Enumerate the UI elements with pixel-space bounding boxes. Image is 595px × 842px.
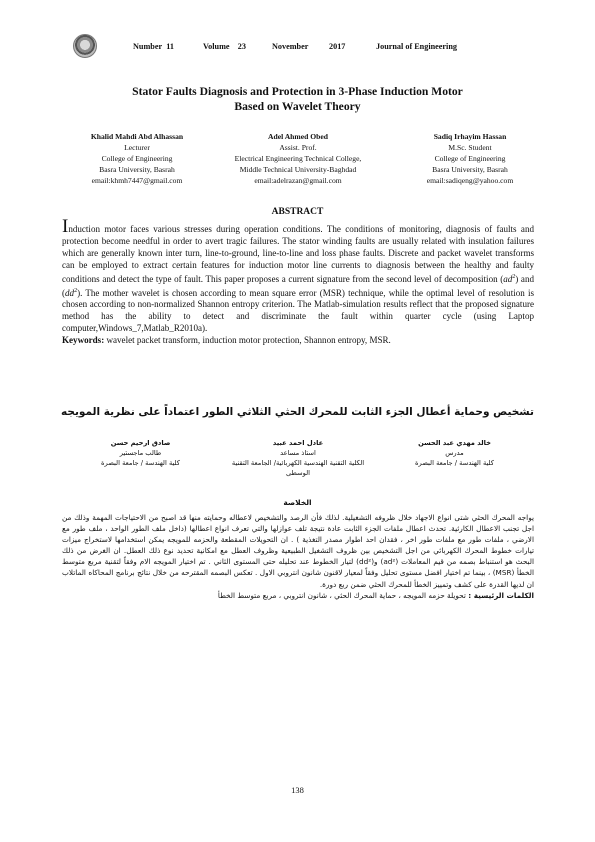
author-dept: College of Engineering [434, 154, 506, 163]
arabic-title: تشخيص وحماية أعطال الجزء الثابت للمحرك الحثي الثلاثي الطور اعتماداً على نظرية المويجه [61, 406, 534, 418]
author-2 [210, 131, 386, 186]
arabic-keywords [62, 590, 534, 601]
keywords-label: Keywords: [62, 335, 105, 346]
arabic-author-line-1: مدرس [445, 449, 464, 457]
header-volume [203, 42, 246, 51]
author-univ: Basra University, Basrah [432, 165, 508, 174]
author-dept: Electrical Engineering Technical College, [234, 154, 362, 163]
arabic-author-line-2: كلية الهندسة / جامعة البصرة [101, 459, 180, 467]
abstract-heading: ABSTRACT [271, 207, 324, 217]
abstract-ad-superscript: 2 [512, 273, 516, 280]
arabic-keywords-text: تحويلة حزمه المويجه ، حماية المحرك الحثي ، شانون انتروبي ، مربع متوسط الخطأ [217, 590, 466, 600]
header-year: 2017 [329, 42, 346, 51]
keywords-text: wavelet packet transform, induction motor protection, Shannon entropy, MSR. [106, 335, 391, 346]
author-univ: Middle Technical University-Baghdad [239, 165, 357, 174]
arabic-abstract-body [62, 512, 534, 601]
author-position: Lecturer [124, 143, 150, 152]
header-number-value: 11 [166, 42, 174, 51]
author-name: Adel Ahmed Obed [268, 132, 328, 141]
keywords [62, 335, 534, 347]
header-volume-value: 23 [237, 42, 246, 51]
arabic-author-line-3: الوسطى [285, 469, 310, 477]
author-position: M.Sc. Student [448, 143, 492, 152]
header-month: November [272, 42, 309, 51]
author-email: email:adelrazan@gmail.com [254, 176, 342, 185]
arabic-author-2 [213, 438, 383, 478]
arabic-author-line-1: استاذ مساعد [280, 449, 316, 457]
page-number: 138 [291, 785, 304, 795]
author-email: email:sadiqeng@yahoo.com [426, 176, 514, 185]
arabic-author-3 [58, 438, 223, 468]
arabic-keywords-label: الكلمات الرئيسية : [468, 590, 534, 600]
abstract-dropcap: I [62, 216, 69, 237]
abstract-dd-superscript: 2 [74, 287, 78, 294]
arabic-author-1 [372, 438, 537, 468]
author-name: Sadiq Irhayim Hassan [433, 132, 507, 141]
author-univ: Basra University, Basrah [99, 165, 175, 174]
abstract-text [62, 216, 534, 335]
header-number [133, 42, 174, 51]
author-1 [52, 131, 222, 186]
arabic-author-name: صادق ارحيم حسن [110, 439, 171, 447]
author-dept: College of Engineering [101, 154, 173, 163]
abstract-body [62, 216, 534, 347]
arabic-abstract-heading: الخلاصة [283, 498, 312, 507]
abstract-part-1: nduction motor faces various stresses during operation conditions. The conditions of monitoring, diagnosis of faults and protection become needful in order to avert tragic failures. The stator winding faults are usually related with insulation failures which are generally known inter turn, line-to-ground, line-to-line and loss phase faults. Discrete and packet wavelet transforms can be employed to extract certain features for induction motor line currents to diagnosis between the healthy and faulty conditions and detect the type of fault. This paper proposes a current signature from the second level of decomposition ( [62, 224, 534, 284]
abstract-and: ) and ( [62, 273, 534, 298]
title-line-1: Stator Faults Diagnosis and Protection in 3-Phase Induction Motor [132, 85, 463, 98]
arabic-author-line-2: الكلية التقنية الهندسية الكهربائية/ الجامعة التقنية [231, 459, 365, 467]
header-volume-label: Volume [203, 42, 230, 51]
abstract-dd-symbol: dd [65, 287, 75, 298]
author-3 [385, 131, 555, 186]
university-seal-logo [73, 34, 97, 58]
arabic-abstract-text: يواجه المحرك الحثي شتى انواع الاجهاد خلال ظروفه التشغيلية. لذلك فأن الرصد والتشخيص لاعطاله وحمايته منها قد اصبح من الاحتياجات المهمة وذلك من اجل تجنب الاعطال الكارثية. تحدث اعطال ملفات الجزء الثابت عادة نتيجة تلف عوازلها والتي تعرف انواع اعطالها (داخل ملف الطور الواحد ، ملف طور مع الارضي ، ملفات طور مع ملفات طور اخر ، فقدان احد اطوار مصدر التغذية ) . ان التحويلات المقطعة والحزمه للمويجه يمكن استخدامها لاستخراج ميزات تيارات خطوط المحرك الكهربائي من اجل التشخيص بين ظروف التشغيل الطبيعية وظروف العطل مع امكانية تحديد نوع ذلك العطل. ان الغرض من ذلك البحث هو استنباط بصمه من قيم المعاملات (ad²) و(dd²) لتيار الخطوط عند تحليله حتى المستوى الثاني . تم اختيار المويجه الام وفقاً لتقنية مربع متوسط الخطأ (MSR) ، بينما تم اختيار افضل مستوى تحليل وفقاً لمعيار لاقنون شانون انتروبي الاول . تعكس البصمه المقترحه من خلال نتائج برنامج المحاكاه الماتلاب ان لديها القدرة على كشف وتمييز الخطأ للمحرك الحثي ضمن ربع دورة. [62, 513, 534, 589]
paper-title [60, 84, 535, 114]
arabic-author-name: خالد مهدي عبد الحسن [418, 439, 491, 447]
arabic-author-line-2: كلية الهندسة / جامعة البصرة [415, 459, 494, 467]
header-journal: Journal of Engineering [376, 42, 457, 51]
abstract-ad-symbol: ad [503, 273, 513, 284]
arabic-author-line-1: طالب ماجستير [119, 449, 162, 457]
author-name: Khalid Mahdi Abd Alhassan [90, 132, 184, 141]
arabic-author-name: عادل احمد عبيد [272, 439, 324, 447]
title-line-2: Based on Wavelet Theory [234, 100, 361, 113]
abstract-part-2: ). The mother wavelet is chosen according to mean square error (MSR) technique, while the optimal level of resolution is chosen according to non-normalized Shannon entropy criterion. The Matlab-simulation results reflect that the proposed signature method has the ability to detect and discriminate the fault within quarter cycle (using Laptop computer,Windows_7,Matlab_R2010a). [62, 287, 534, 334]
author-position: Assist. Prof. [279, 143, 317, 152]
header-number-label: Number [133, 42, 163, 51]
author-email: email:khmh7447@gmail.com [91, 176, 183, 185]
